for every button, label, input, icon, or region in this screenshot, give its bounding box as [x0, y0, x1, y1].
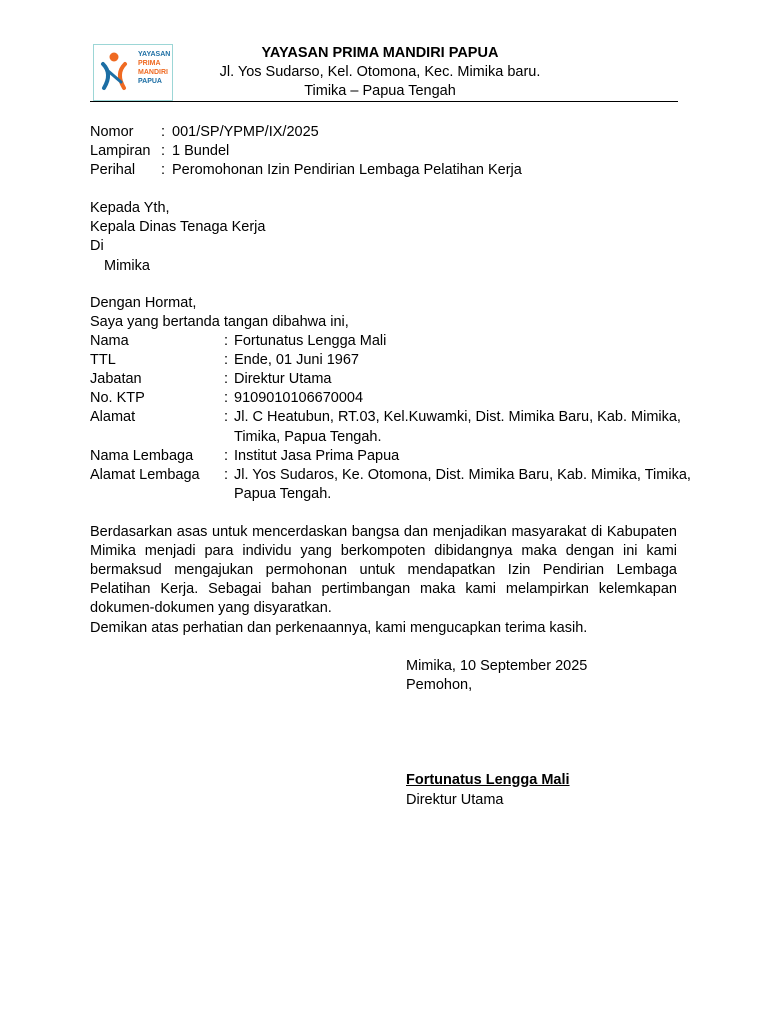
organization-address: Jl. Yos Sudarso, Kel. Otomona, Kec. Mimika baru.	[219, 64, 541, 80]
info-value: Jl. C Heatubun, RT.03, Kel.Kuwamki, Dist. Mimika Baru, Kab. Mimika,	[234, 409, 681, 425]
info-value: 9109010106670004	[234, 390, 364, 406]
meta-separator: :	[161, 143, 166, 159]
info-value: Ende, 01 Juni 1967	[234, 352, 359, 368]
info-separator: :	[224, 333, 229, 349]
info-label: Nama Lembaga	[90, 448, 194, 464]
meta-label: Nomor	[90, 124, 134, 140]
logo-text	[138, 50, 172, 86]
logo-text-line: PAPUA	[138, 78, 162, 85]
intro-text: Saya yang bertanda tangan dibahwa ini,	[90, 314, 349, 330]
info-separator: :	[224, 390, 229, 406]
info-separator: :	[224, 467, 229, 483]
info-label: Alamat	[90, 409, 136, 425]
signer-name: Fortunatus Lengga Mali	[406, 772, 570, 788]
info-label: Alamat Lembaga	[90, 467, 200, 483]
organization-name: YAYASAN PRIMA MANDIRI PAPUA	[261, 45, 499, 61]
info-value: Fortunatus Lengga Mali	[234, 333, 387, 349]
info-value-continued: Papua Tengah.	[234, 486, 332, 502]
signer-title: Direktur Utama	[406, 792, 504, 808]
recipient-location: Mimika	[104, 258, 150, 274]
recipient-salutation: Kepada Yth,	[90, 200, 170, 216]
letterhead	[180, 44, 580, 101]
recipient-name: Kepala Dinas Tenaga Kerja	[90, 219, 266, 235]
info-separator: :	[224, 448, 229, 464]
info-value: Direktur Utama	[234, 371, 332, 387]
meta-label: Lampiran	[90, 143, 151, 159]
body-paragraph: Berdasarkan asas untuk mencerdaskan bangsa dan menjadikan masyarakat di Kabupaten Mimika menjadi para individu yang berkompoten dibidangnya maka dengan ini kami bermaksud mengajukan permohonan untuk mendapatkan Izin Pendirian Lembaga Pelatihan Kerja. Sebagai bahan pertimbangan maka kami melampirkan kelemkapan dokumen-dokumen yang disyaratkan.	[90, 524, 677, 616]
meta-value: 1 Bundel	[172, 143, 230, 159]
logo-mark-icon	[97, 48, 131, 96]
organization-logo	[93, 44, 173, 101]
info-separator: :	[224, 409, 229, 425]
recipient-preposition: Di	[90, 238, 104, 254]
meta-label: Perihal	[90, 162, 136, 178]
meta-value: Peromohonan Izin Pendirian Lembaga Pelatihan Kerja	[172, 162, 522, 178]
info-label: TTL	[90, 352, 116, 368]
closing-paragraph: Demikan atas perhatian dan perkenaannya, kami mengucapkan terima kasih.	[90, 620, 588, 636]
header-divider	[90, 101, 678, 102]
logo-text-line: MANDIRI	[138, 69, 168, 76]
logo-text-line: YAYASAN	[138, 51, 171, 58]
organization-city: Timika – Papua Tengah	[304, 83, 456, 99]
meta-value: 001/SP/YPMP/IX/2025	[172, 124, 319, 140]
meta-separator: :	[161, 124, 166, 140]
info-label: Jabatan	[90, 371, 142, 387]
info-value: Jl. Yos Sudaros, Ke. Otomona, Dist. Mimika Baru, Kab. Mimika, Timika,	[234, 467, 691, 483]
meta-separator: :	[161, 162, 166, 178]
place-date: Mimika, 10 September 2025	[406, 658, 588, 674]
info-value: Institut Jasa Prima Papua	[234, 448, 400, 464]
info-value-continued: Timika, Papua Tengah.	[234, 429, 382, 445]
info-label: Nama	[90, 333, 129, 349]
info-separator: :	[224, 371, 229, 387]
applicant-label: Pemohon,	[406, 677, 473, 693]
logo-text-line: PRIMA	[138, 60, 161, 67]
info-separator: :	[224, 352, 229, 368]
info-label: No. KTP	[90, 390, 145, 406]
greeting: Dengan Hormat,	[90, 295, 197, 311]
